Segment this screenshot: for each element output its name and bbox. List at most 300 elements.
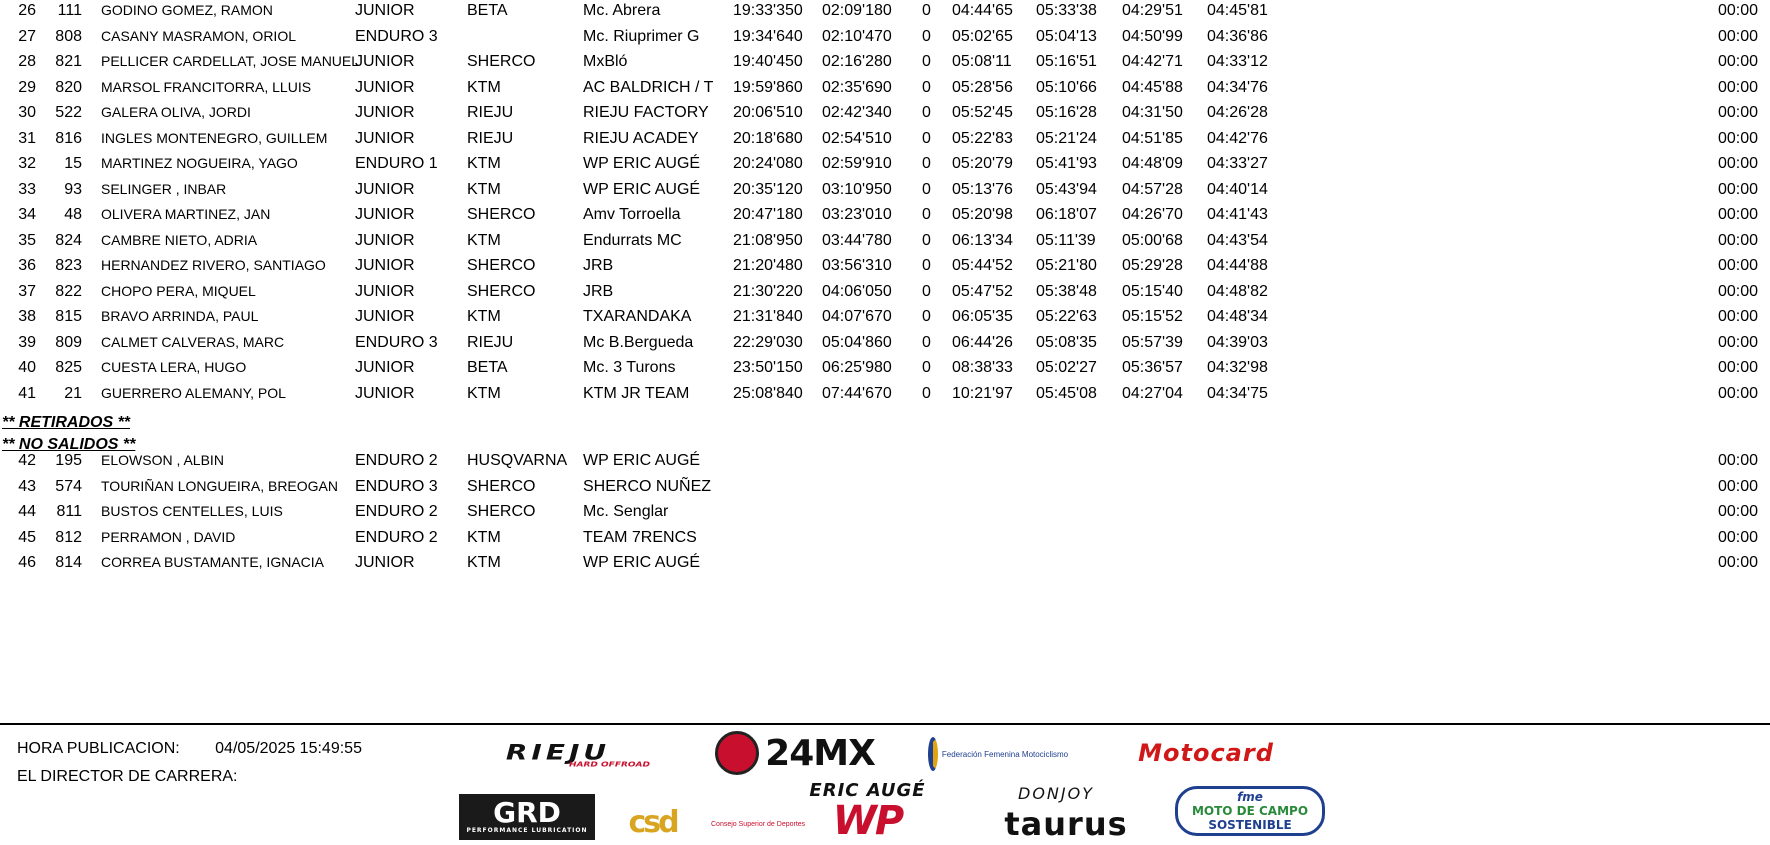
cell-lap2: 05:04'13 [1036, 27, 1097, 45]
cell-pos: 32 [18, 155, 36, 172]
cell-diff: 02:16'280 [822, 53, 892, 70]
cell-pos: 31 [18, 129, 36, 147]
fme-logo-line2: SOSTENIBLE [1208, 818, 1292, 832]
cell-club: Mc. Abrera [583, 2, 661, 19]
cell-pen: 0 [922, 180, 931, 198]
table-row [0, 330, 1770, 355]
cell-category: JUNIOR [355, 180, 415, 198]
cell-last: 00:00 [1717, 384, 1758, 402]
cell-category: JUNIOR [355, 78, 415, 96]
cell-name: BRAVO ARRINDA, PAUL [101, 308, 259, 324]
cell-pos: 30 [18, 104, 36, 121]
cell-name: MARTINEZ NOGUEIRA, YAGO [101, 155, 298, 171]
federacion-ring-icon [928, 737, 938, 771]
cell-last: 00:00 [1717, 477, 1758, 495]
cell-lap2: 05:41'93 [1036, 155, 1097, 172]
cell-club: Mc. Senglar [583, 503, 669, 520]
federacion-logo [933, 736, 1069, 772]
cell-total: 22:29'030 [733, 333, 803, 351]
cell-dorsal: 522 [55, 104, 82, 121]
cell-lap3: 04:48'09 [1122, 155, 1183, 172]
24mx-logo [695, 731, 895, 775]
cell-pen: 0 [922, 78, 931, 96]
cell-last: 00:00 [1717, 333, 1758, 351]
grd-logo-tag: PERFORMANCE LUBRICATION [466, 827, 588, 834]
cell-club: KTM JR TEAM [583, 384, 690, 402]
cell-moto: SHERCO [467, 503, 536, 520]
cell-total: 20:47'180 [733, 206, 803, 223]
cell-pos: 36 [18, 257, 36, 274]
cell-lap2: 06:18'07 [1036, 206, 1097, 223]
cell-pen: 0 [922, 104, 931, 121]
table-row [0, 177, 1770, 202]
cell-lap2: 05:16'28 [1036, 104, 1097, 121]
publication-value: 04/05/2025 15:49:55 [215, 740, 362, 757]
cell-category: JUNIOR [355, 554, 415, 571]
cell-lap2: 05:43'94 [1036, 180, 1097, 198]
cell-category: JUNIOR [355, 206, 415, 223]
taurus-logo: taurus [1004, 805, 1128, 843]
cell-pen: 0 [922, 206, 931, 223]
cell-dorsal: 21 [64, 384, 82, 402]
cell-last: 00:00 [1717, 104, 1758, 121]
cell-pos: 38 [18, 308, 36, 325]
cell-pos: 39 [18, 333, 36, 351]
cell-total: 20:06'510 [733, 104, 803, 121]
cell-diff: 03:44'780 [822, 231, 892, 249]
cell-pos: 40 [18, 359, 36, 376]
cell-dorsal: 816 [55, 129, 82, 147]
cell-diff: 03:10'950 [822, 180, 892, 198]
cell-last: 00:00 [1717, 257, 1758, 274]
wp-text: WP [832, 797, 903, 844]
cell-club: WP ERIC AUGÉ [583, 155, 701, 172]
cell-pos: 27 [18, 27, 36, 45]
cell-total: 20:18'680 [733, 129, 803, 147]
cell-category: JUNIOR [355, 257, 415, 274]
cell-pos: 42 [18, 452, 36, 469]
cell-lap1: 05:44'52 [952, 257, 1013, 274]
cell-pen: 0 [922, 2, 931, 19]
cell-moto: KTM [467, 528, 501, 546]
cell-last: 00:00 [1717, 528, 1758, 546]
cell-category: JUNIOR [355, 2, 415, 19]
cell-last: 00:00 [1717, 155, 1758, 172]
cell-total: 20:35'120 [733, 180, 803, 198]
table-row [0, 151, 1770, 176]
motocard-logo: Motocard [1138, 739, 1274, 767]
cell-lap2: 05:45'08 [1036, 384, 1097, 402]
cell-total: 25:08'840 [733, 384, 803, 402]
rieju-logo [462, 739, 654, 769]
cell-lap3: 05:15'52 [1122, 308, 1183, 325]
federacion-logo-text: Federación Femenina Motociclismo [941, 749, 1069, 759]
cell-pen: 0 [922, 53, 931, 70]
cell-pos: 37 [18, 282, 36, 300]
cell-lap3: 04:31'50 [1122, 104, 1183, 121]
cell-pen: 0 [922, 129, 931, 147]
cell-total: 19:33'350 [733, 2, 803, 19]
cell-lap1: 05:20'98 [952, 206, 1013, 223]
cell-pos: 33 [18, 180, 36, 198]
cell-total: 19:40'450 [733, 53, 803, 70]
cell-name: ELOWSON , ALBIN [101, 452, 224, 468]
cell-lap4: 04:40'14 [1207, 180, 1268, 198]
cell-dorsal: 822 [55, 282, 82, 300]
consejo-logo: Consejo Superior de Deportes [711, 821, 806, 828]
cell-name: CHOPO PERA, MIQUEL [101, 282, 256, 299]
cell-moto: BETA [467, 359, 508, 376]
cell-diff: 02:10'470 [822, 27, 892, 45]
cell-total: 19:59'860 [733, 78, 803, 96]
cell-diff: 02:09'180 [822, 2, 892, 19]
cell-name: GUERRERO ALEMANY, POL [101, 384, 286, 401]
wp-eric-auge-logo [779, 778, 956, 842]
cell-pen: 0 [922, 308, 931, 325]
cell-lap3: 05:36'57 [1122, 359, 1183, 376]
cell-last: 00:00 [1717, 452, 1758, 469]
cell-moto: KTM [467, 180, 501, 198]
cell-pen: 0 [922, 384, 931, 402]
cell-last: 00:00 [1717, 2, 1758, 19]
cell-lap1: 10:21'97 [952, 384, 1013, 402]
table-row [0, 279, 1770, 304]
cell-total: 19:34'640 [733, 27, 803, 45]
cell-lap1: 05:20'79 [952, 155, 1013, 172]
cell-last: 00:00 [1717, 78, 1758, 96]
cell-club: TEAM 7RENCS [583, 528, 697, 546]
cell-category: JUNIOR [355, 308, 415, 325]
cell-club: SHERCO NUÑEZ [583, 477, 712, 495]
cell-club: WP ERIC AUGÉ [583, 180, 701, 198]
cell-last: 00:00 [1717, 308, 1758, 325]
cell-lap4: 04:34'76 [1207, 78, 1268, 96]
cell-name: HERNANDEZ RIVERO, SANTIAGO [101, 257, 326, 273]
publication-label: HORA PUBLICACION: [17, 740, 180, 757]
cell-total: 21:31'840 [733, 308, 803, 325]
cell-lap4: 04:33'12 [1207, 53, 1268, 70]
cell-lap2: 05:21'80 [1036, 257, 1097, 274]
cell-lap1: 05:22'83 [952, 129, 1013, 147]
cell-name: CORREA BUSTAMANTE, IGNACIA [101, 554, 324, 570]
cell-pos: 35 [18, 231, 36, 249]
cell-lap1: 06:44'26 [952, 333, 1013, 351]
cell-lap3: 04:42'71 [1122, 53, 1183, 70]
cell-dorsal: 823 [55, 257, 82, 274]
cell-category: JUNIOR [355, 359, 415, 376]
cell-pen: 0 [922, 257, 931, 274]
cell-pos: 34 [18, 206, 36, 223]
cell-dorsal: 93 [64, 180, 82, 198]
cell-last: 00:00 [1717, 129, 1758, 147]
cell-club: TXARANDAKA [583, 308, 692, 325]
cell-dorsal: 574 [55, 477, 82, 495]
cell-name: PELLICER CARDELLAT, JOSE MANUEL [101, 53, 360, 69]
cell-pos: 45 [18, 528, 36, 546]
cell-club: Mc. 3 Turons [583, 359, 676, 376]
cell-dorsal: 825 [55, 359, 82, 376]
cell-dorsal: 809 [55, 333, 82, 351]
cell-category: ENDURO 3 [355, 333, 438, 351]
fme-logo [1175, 786, 1325, 836]
cell-club: RIEJU ACADEY [583, 129, 699, 147]
cell-category: ENDURO 1 [355, 155, 438, 172]
cell-dorsal: 811 [56, 503, 82, 520]
cell-club: WP ERIC AUGÉ [583, 452, 701, 469]
fme-logo-line1: MOTO DE CAMPO [1191, 804, 1309, 818]
cell-pos: 41 [18, 384, 36, 402]
helmet-icon [715, 731, 759, 775]
fme-logo-title: fme [1237, 790, 1263, 804]
cell-club: Amv Torroella [583, 206, 681, 223]
cell-total: 21:30'220 [733, 282, 803, 300]
cell-dorsal: 812 [55, 528, 82, 546]
cell-pos: 44 [18, 503, 36, 520]
table-row [0, 474, 1770, 499]
table-row [0, 499, 1770, 524]
cell-club: JRB [583, 257, 614, 274]
cell-name: CAMBRE NIETO, ADRIA [101, 231, 258, 248]
cell-dorsal: 15 [64, 155, 82, 172]
cell-lap1: 05:02'65 [952, 27, 1013, 45]
cell-moto: SHERCO [467, 282, 536, 300]
cell-pos: 29 [18, 78, 36, 96]
cell-lap4: 04:34'75 [1207, 384, 1268, 402]
cell-name: TOURIÑAN LONGUEIRA, BREOGAN [101, 477, 339, 494]
cell-pen: 0 [922, 231, 931, 249]
cell-name: CALMET CALVERAS, MARC [101, 333, 285, 350]
cell-club: JRB [583, 282, 614, 300]
cell-lap3: 05:57'39 [1122, 333, 1183, 351]
cell-club: Mc B.Bergueda [583, 333, 694, 351]
cell-category: ENDURO 3 [355, 27, 438, 45]
cell-lap2: 05:16'51 [1036, 53, 1097, 70]
table-row [0, 448, 1770, 473]
cell-lap4: 04:41'43 [1207, 206, 1268, 223]
cell-category: JUNIOR [355, 104, 415, 121]
cell-lap2: 05:22'63 [1036, 308, 1097, 325]
cell-pen: 0 [922, 282, 931, 300]
cell-pen: 0 [922, 27, 931, 45]
cell-diff: 02:35'690 [822, 78, 892, 96]
grd-logo [459, 794, 595, 840]
cell-lap4: 04:33'27 [1207, 155, 1268, 172]
table-row [0, 24, 1770, 49]
cell-lap3: 04:51'85 [1122, 129, 1183, 147]
cell-last: 00:00 [1717, 503, 1758, 520]
publication-time [17, 740, 362, 758]
cell-lap1: 04:44'65 [952, 2, 1013, 19]
cell-lap1: 05:28'56 [952, 78, 1013, 96]
cell-diff: 03:23'010 [822, 206, 892, 223]
cell-lap4: 04:45'81 [1207, 2, 1268, 19]
cell-category: JUNIOR [355, 53, 415, 70]
cell-category: JUNIOR [355, 384, 415, 402]
cell-name: GODINO GOMEZ, RAMON [101, 2, 273, 18]
no-salidos-heading: ** NO SALIDOS ** [2, 436, 136, 453]
table-row [0, 75, 1770, 100]
cell-category: ENDURO 2 [355, 503, 438, 520]
cell-last: 00:00 [1717, 282, 1758, 300]
cell-diff: 06:25'980 [822, 359, 892, 376]
cell-category: JUNIOR [355, 282, 415, 300]
retirados-heading: ** RETIRADOS ** [2, 414, 131, 431]
cell-dorsal: 195 [55, 452, 82, 469]
cell-diff: 07:44'670 [822, 384, 892, 402]
cell-moto: SHERCO [467, 206, 536, 223]
eric-auge-text: ERIC AUGÉ [809, 779, 926, 801]
cell-dorsal: 814 [55, 554, 82, 571]
cell-name: CASANY MASRAMON, ORIOL [101, 27, 297, 44]
cell-lap1: 05:08'11 [952, 53, 1012, 70]
race-director-label: EL DIRECTOR DE CARRERA: [17, 768, 238, 785]
footer-divider [0, 723, 1770, 725]
cell-category: JUNIOR [355, 231, 415, 249]
cell-lap4: 04:42'76 [1207, 129, 1268, 147]
cell-pen: 0 [922, 333, 931, 351]
cell-category: JUNIOR [355, 129, 415, 147]
cell-name: MARSOL FRANCITORRA, LLUIS [101, 78, 312, 95]
cell-dorsal: 48 [64, 206, 82, 223]
cell-category: ENDURO 2 [355, 528, 438, 546]
cell-club: RIEJU FACTORY [583, 104, 709, 121]
cell-lap1: 05:52'45 [952, 104, 1013, 121]
cell-pos: 28 [18, 53, 36, 70]
cell-name: OLIVERA MARTINEZ, JAN [101, 206, 271, 222]
cell-total: 23:50'150 [733, 359, 803, 376]
cell-lap3: 04:57'28 [1122, 180, 1183, 198]
table-row [0, 100, 1770, 125]
cell-diff: 02:54'510 [822, 129, 892, 147]
cell-lap2: 05:02'27 [1036, 359, 1097, 376]
table-row [0, 228, 1770, 253]
cell-diff: 04:07'670 [822, 308, 892, 325]
cell-last: 00:00 [1717, 206, 1758, 223]
cell-moto: SHERCO [467, 53, 536, 70]
cell-last: 00:00 [1717, 53, 1758, 70]
cell-lap4: 04:44'88 [1207, 257, 1268, 274]
cell-name: SELINGER , INBAR [101, 180, 227, 197]
cell-lap3: 05:00'68 [1122, 231, 1183, 249]
cell-club: MxBló [583, 53, 628, 70]
cell-pos: 43 [18, 477, 36, 495]
cell-diff: 03:56'310 [822, 257, 892, 274]
table-row [0, 381, 1770, 406]
cell-lap4: 04:48'82 [1207, 282, 1268, 300]
cell-name: BUSTOS CENTELLES, LUIS [101, 503, 283, 519]
cell-moto: KTM [467, 78, 501, 96]
cell-lap2: 05:38'48 [1036, 282, 1097, 300]
cell-lap3: 04:45'88 [1122, 78, 1183, 96]
cell-moto: KTM [467, 231, 501, 249]
cell-moto: KTM [467, 554, 501, 571]
cell-dorsal: 111 [57, 2, 82, 19]
cell-diff: 02:59'910 [822, 155, 892, 172]
table-row [0, 126, 1770, 151]
cell-club: Endurrats MC [583, 231, 682, 249]
cell-moto: KTM [467, 308, 501, 325]
cell-dorsal: 821 [55, 53, 82, 70]
cell-moto: RIEJU [467, 129, 514, 147]
cell-last: 00:00 [1717, 554, 1758, 571]
cell-moto: BETA [467, 2, 508, 19]
cell-club: WP ERIC AUGÉ [583, 554, 701, 571]
cell-total: 21:20'480 [733, 257, 803, 274]
cell-lap3: 04:26'70 [1122, 206, 1183, 223]
table-row [0, 355, 1770, 380]
cell-lap4: 04:36'86 [1207, 27, 1268, 45]
cell-lap3: 05:29'28 [1122, 257, 1183, 274]
cell-lap3: 04:29'51 [1122, 2, 1183, 19]
cell-moto: KTM [467, 384, 501, 402]
cell-last: 00:00 [1717, 27, 1758, 45]
table-row [0, 0, 1770, 23]
table-row [0, 525, 1770, 550]
donjoy-logo: DONJOY [1018, 783, 1094, 803]
cell-total: 21:08'950 [733, 231, 803, 249]
cell-moto: HUSQVARNA [467, 452, 568, 469]
rieju-logo-text: RIEJU [505, 739, 611, 765]
cell-diff: 04:06'050 [822, 282, 892, 300]
cell-lap4: 04:48'34 [1207, 308, 1268, 325]
cell-club: Mc. Riuprimer G [583, 27, 700, 45]
cell-lap1: 08:38'33 [952, 359, 1013, 376]
cell-name: INGLES MONTENEGRO, GUILLEM [101, 129, 328, 146]
cell-dorsal: 820 [55, 78, 82, 96]
cell-pos: 26 [18, 2, 36, 19]
24mx-logo-text: 24MX [765, 732, 875, 774]
cell-lap2: 05:08'35 [1036, 333, 1097, 351]
cell-lap4: 04:32'98 [1207, 359, 1268, 376]
cell-moto: SHERCO [467, 257, 536, 274]
cell-name: GALERA OLIVA, JORDI [101, 104, 251, 120]
cell-lap3: 04:50'99 [1122, 27, 1183, 45]
cell-last: 00:00 [1717, 180, 1758, 198]
table-row [0, 202, 1770, 227]
table-row [0, 550, 1770, 575]
cell-lap1: 05:13'76 [952, 180, 1013, 198]
cell-lap4: 04:26'28 [1207, 104, 1268, 121]
cell-diff: 05:04'860 [822, 333, 892, 351]
cell-total: 20:24'080 [733, 155, 803, 172]
cell-name: CUESTA LERA, HUGO [101, 359, 247, 375]
cell-lap1: 06:13'34 [952, 231, 1013, 249]
cell-category: ENDURO 2 [355, 452, 438, 469]
cell-last: 00:00 [1717, 231, 1758, 249]
cell-pen: 0 [922, 155, 931, 172]
cell-lap1: 05:47'52 [952, 282, 1013, 300]
cell-category: ENDURO 3 [355, 477, 438, 495]
cell-moto: RIEJU [467, 104, 514, 121]
rieju-logo-tag: HARD OFFROAD [569, 761, 650, 769]
cell-name: PERRAMON , DAVID [101, 528, 236, 545]
cell-lap2: 05:11'39 [1036, 231, 1096, 249]
cell-lap1: 06:05'35 [952, 308, 1013, 325]
cell-dorsal: 808 [55, 27, 82, 45]
cell-last: 00:00 [1717, 359, 1758, 376]
cell-lap4: 04:39'03 [1207, 333, 1268, 351]
cell-lap2: 05:10'66 [1036, 78, 1097, 96]
cell-pos: 46 [18, 554, 36, 571]
cell-diff: 02:42'340 [822, 104, 892, 121]
table-row [0, 253, 1770, 278]
csd-logo: csd [628, 804, 677, 840]
cell-lap3: 04:27'04 [1122, 384, 1183, 402]
cell-dorsal: 815 [55, 308, 82, 325]
table-row [0, 49, 1770, 74]
cell-pen: 0 [922, 359, 931, 376]
cell-dorsal: 824 [55, 231, 82, 249]
